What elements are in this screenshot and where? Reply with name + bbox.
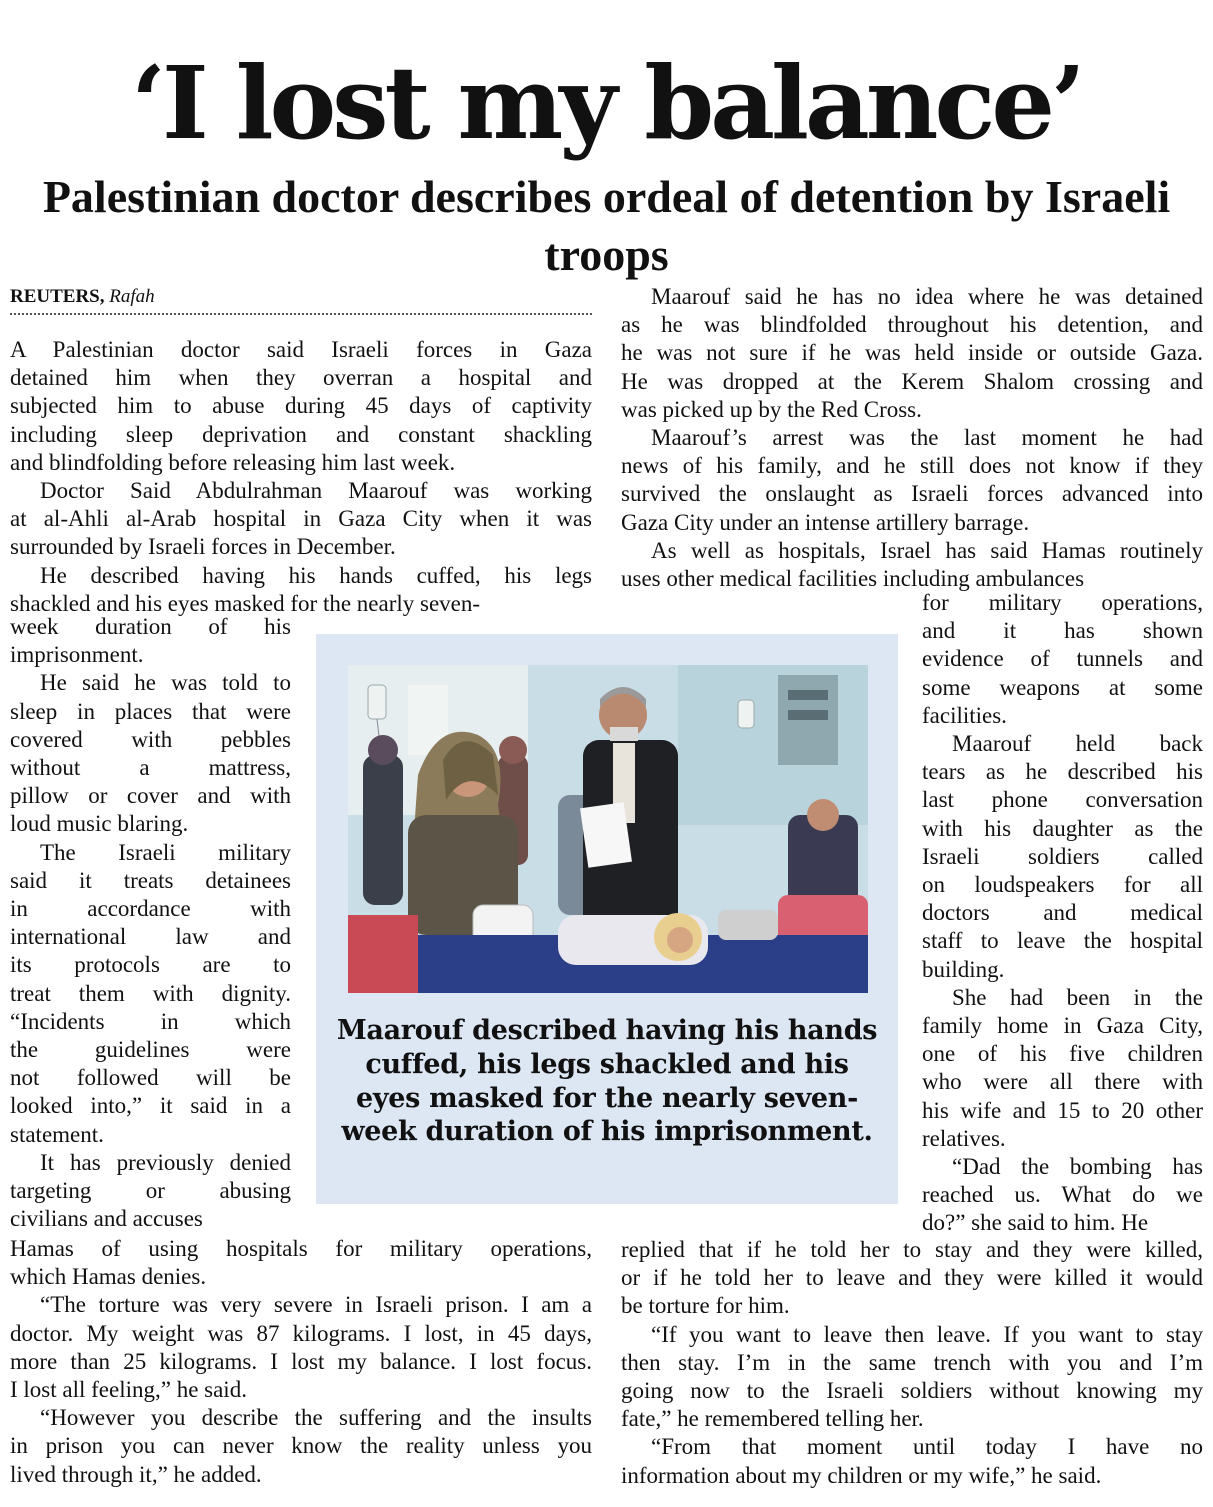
article-line: “The torture was very severe in Israeli prison. I am a [40, 1292, 592, 1318]
article-line: and it has shown [922, 618, 1203, 644]
article-line: “From that moment until today I have no [651, 1434, 1203, 1460]
byline [10, 285, 592, 315]
article-line: reached us. What do we [922, 1182, 1203, 1208]
article-line: news of his family, and he still does not know if they [621, 453, 1203, 479]
article-line: do?” she said to him. He [922, 1210, 1149, 1236]
article-line: “If you want to leave then leave. If you want to stay [651, 1321, 1203, 1347]
article-line: week duration of his [10, 614, 291, 639]
article-line: He was dropped at the Kerem Shalom crossing and [621, 368, 1203, 394]
article-line: as he was blindfolded throughout his detention, and [621, 312, 1203, 338]
article-line: without a mattress, [10, 755, 291, 781]
right-narrow-text [922, 589, 1203, 1238]
article-line: which Hamas denies. [10, 1264, 207, 1290]
article-line: Maarouf said he has no idea where he was detained [651, 284, 1203, 309]
article-line: staff to leave the hospital [922, 928, 1203, 954]
article-line: building. [922, 956, 1005, 982]
article-line: then stay. I’m in the same trench with you and I’m [621, 1349, 1203, 1375]
article-line: tears as he described his [922, 759, 1203, 785]
article-line: fate,” he remembered telling her. [621, 1406, 924, 1432]
article-line: She had been in the [952, 984, 1203, 1010]
article-line: looked into,” it said in a [10, 1093, 291, 1119]
article-line: uses other medical facilities including ambulances [621, 566, 1085, 592]
article-line: He said he was told to [40, 670, 291, 696]
article-line: and blindfolding before releasing him last week. [10, 449, 456, 475]
left-column-text [10, 336, 592, 618]
article-line: “However you describe the suffering and the insults [40, 1405, 592, 1431]
article-line: in prison you can never know the reality unless you [10, 1433, 592, 1459]
article-line: with his daughter as the [922, 815, 1203, 841]
article-line: Israeli soldiers called [922, 843, 1203, 869]
article-line: covered with pebbles [10, 726, 291, 752]
article-line: doctors and medical [922, 900, 1203, 926]
article-line: pillow or cover and with [10, 783, 291, 809]
article-line: Maarouf held back [952, 731, 1203, 757]
subheadline: Palestinian doctor describes ordeal of detention by Israeli troops [42, 171, 1171, 280]
article-line: more than 25 kilograms. I lost my balance. I lost focus. [10, 1348, 592, 1374]
article-line: imprisonment. [10, 642, 144, 668]
article-line: information about my children or my wife,” he said. [621, 1462, 1102, 1488]
article-line: who were all there with [922, 1069, 1203, 1095]
article-line: including sleep deprivation and constant shackling [10, 421, 592, 447]
article-line: subjected him to abuse during 45 days of captivity [10, 393, 592, 419]
article-line: It has previously denied [40, 1149, 291, 1175]
right-bottom-text [621, 1236, 1203, 1490]
right-column-text [621, 283, 1203, 593]
article-line: targeting or abusing [10, 1178, 291, 1204]
article-line: statement. [10, 1121, 104, 1147]
article-line: facilities. [922, 702, 1007, 728]
article-line: evidence of tunnels and [922, 646, 1203, 672]
article-line: lived through it,” he added. [10, 1461, 262, 1487]
article-line: on loudspeakers for all [922, 872, 1203, 898]
article-line: not followed will be [10, 1065, 291, 1091]
article-line: surrounded by Israeli forces in December. [10, 534, 396, 560]
article-line: I lost all feeling,” he said. [10, 1377, 247, 1403]
article-line: at al-Ahli al-Arab hospital in Gaza City when it was [10, 506, 592, 532]
article-line: “Incidents in which [10, 1008, 291, 1034]
article-line: sleep in places that were [10, 698, 291, 724]
left-bottom-text [10, 1235, 592, 1489]
article-line: some weapons at some [922, 674, 1203, 700]
article-line: relatives. [922, 1125, 1006, 1151]
article-line: The Israeli military [40, 839, 291, 865]
article-line: doctor. My weight was 87 kilograms. I lost, in 45 days, [10, 1320, 592, 1346]
headline: ‘I lost my balance’ [131, 44, 1082, 162]
article-line: last phone conversation [922, 787, 1203, 813]
article-line: family home in Gaza City, [922, 1013, 1203, 1039]
article-line: shackled and his eyes masked for the nearly seven- [10, 590, 481, 616]
article-line: the guidelines were [10, 1037, 291, 1063]
article-line: in accordance with [10, 896, 291, 922]
article-line: its protocols are to [10, 952, 291, 978]
article-line: A Palestinian doctor said Israeli forces in Gaza [10, 337, 592, 362]
article-line: was picked up by the Red Cross. [621, 396, 922, 422]
article-line: detained him when they overran a hospital and [10, 365, 592, 391]
left-narrow-text [10, 613, 291, 1233]
article-line: As well as hospitals, Israel has said Hamas routinely [651, 537, 1203, 563]
photo-caption: Maarouf described having his hands cuffed, his legs shackled and his eyes masked for the nearly seven-week duration of his imprisonment. [336, 1015, 878, 1148]
article-line: replied that if he told her to stay and they were killed, [621, 1237, 1203, 1262]
article-line: Hamas of using hospitals for military operations, [10, 1236, 592, 1261]
article-line: treat them with dignity. [10, 980, 291, 1006]
article-line: He described having his hands cuffed, his legs [40, 562, 592, 588]
article-line: be torture for him. [621, 1293, 790, 1319]
article-line: Maarouf’s arrest was the last moment he had [651, 425, 1203, 451]
article-line: civilians and accuses [10, 1206, 203, 1232]
news-photo [348, 665, 868, 993]
article-line: one of his five children [922, 1041, 1203, 1067]
article-line: international law and [10, 924, 291, 950]
byline-place: Rafah [109, 286, 155, 307]
byline-agency: REUTERS, [10, 286, 105, 307]
article-line: going now to the Israeli soldiers without knowing my [621, 1378, 1203, 1404]
article-line: Gaza City under an intense artillery barrage. [621, 509, 1030, 535]
article-line: for military operations, [922, 590, 1203, 615]
article-line: said it treats detainees [10, 867, 291, 893]
article-line: survived the onslaught as Israeli forces advanced into [621, 481, 1203, 507]
article-line: “Dad the bombing has [952, 1154, 1203, 1180]
article-line: Doctor Said Abdulrahman Maarouf was working [40, 478, 592, 504]
article-line: or if he told her to leave and they were killed it would [621, 1265, 1203, 1291]
article-line: loud music blaring. [10, 811, 189, 837]
article-line: he was not sure if he was held inside or outside Gaza. [621, 340, 1203, 366]
article-line: his wife and 15 to 20 other [922, 1097, 1203, 1123]
